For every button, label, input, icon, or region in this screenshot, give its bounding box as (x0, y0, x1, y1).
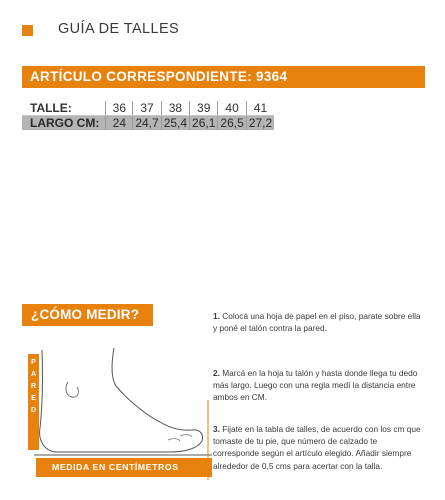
step-text: Colocá una hoja de papel en el piso, parate sobre ella y poné el talón contra la pared. (213, 311, 421, 334)
page-title: GUÍA DE TALLES (58, 21, 180, 37)
length-cell: 27,2 (246, 116, 274, 131)
measure-label: MEDIDA EN CENTÍMETROS (52, 462, 179, 472)
size-row-label: TALLE: (22, 101, 106, 116)
foot-outline-icon (40, 348, 203, 452)
step-number: 3. (213, 424, 220, 434)
size-cell: 41 (246, 101, 274, 116)
step-text: Marcá en la hoja tu talón y hasta donde llega tu dedo más largo. Luego con una regla medí la distancia entre ambos en CM. (213, 368, 418, 403)
wall-letter: P (31, 359, 36, 366)
length-cell: 26,5 (218, 116, 246, 131)
length-row-label: LARGO CM: (22, 116, 106, 131)
size-cell: 39 (190, 101, 218, 116)
size-cell: 40 (218, 101, 246, 116)
wall-letter: D (30, 407, 37, 414)
step-3 (213, 423, 423, 472)
length-row (22, 116, 274, 131)
wall-letter: R (30, 383, 37, 390)
step-1 (213, 310, 423, 334)
article-label: ARTÍCULO CORRESPONDIENTE: 9364 (30, 69, 288, 84)
size-table (22, 101, 274, 130)
ankle-icon (66, 382, 78, 397)
step-text: Fijate en la tabla de talles, de acuerdo con los cm que tomaste de tu pie, que número de calzado te corresponde según el artículo elegido. Añadir siempre alrededor de 0,5 cms para acertar con la talla. (213, 424, 421, 471)
size-row (22, 101, 274, 116)
size-cell: 38 (161, 101, 189, 116)
wall-label-box (28, 354, 39, 450)
step-number: 2. (213, 368, 220, 378)
length-cell: 24,7 (133, 116, 161, 131)
length-cell: 24 (106, 116, 133, 131)
size-cell: 37 (133, 101, 161, 116)
toe-lines-icon (168, 435, 192, 441)
how-to-measure-title: ¿CÓMO MEDIR? (31, 307, 140, 322)
size-cell: 36 (106, 101, 133, 116)
wall-letter: E (31, 395, 36, 402)
header-accent-square (22, 25, 33, 36)
step-2 (213, 367, 423, 404)
wall-letter: A (30, 371, 37, 378)
step-number: 1. (213, 311, 220, 321)
length-cell: 25,4 (161, 116, 189, 131)
length-cell: 26,1 (190, 116, 218, 131)
